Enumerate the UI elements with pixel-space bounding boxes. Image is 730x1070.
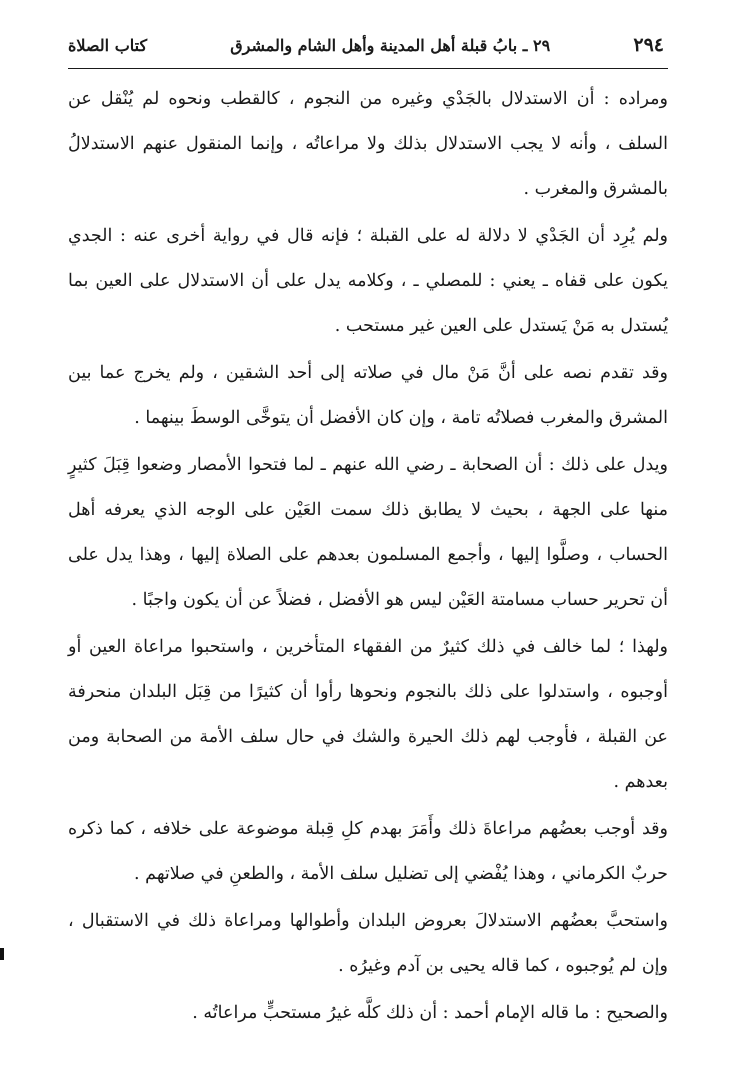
paragraph: ولهذا ؛ لما خالف في ذلك كثيرٌ من الفقهاء المتأخرين ، واستحبوا مراعاة العين أو أوجبوه ، واستدلوا على ذلك بالنجوم ونحوها رأوا أن كثيرًا من قِبَل البلدان منحرفة عن القبلة ، فأوجب لهم ذلك الحيرة والشك في حال سلف الأمة من الصحابة ومن بعدهم . bbox=[68, 637, 668, 792]
paragraph: واستحبَّ بعضُهم الاستدلالَ بعروض البلدان وأطوالها ومراعاة ذلك في الاستقبال ، وإن لم يُوجبوه ، كما قاله يحيى بن آدم وغيرُه . bbox=[68, 911, 668, 976]
chapter-title: ٢٩ ـ بابُ قبلة أهل المدينة وأهل الشام والمشرق bbox=[230, 36, 551, 55]
book-title: كتاب الصلاة bbox=[68, 36, 148, 55]
page-number: ٢٩٤ bbox=[633, 34, 664, 56]
scan-edge-mark bbox=[0, 948, 4, 960]
book-page bbox=[68, 34, 668, 1036]
paragraph: ويدل على ذلك : أن الصحابة ـ رضي الله عنهم ـ لما فتحوا الأمصار وضعوا قِبَلَ كثيرٍ منها على الجهة ، بحيث لا يطابق ذلك سمت العَيْن على الوجه الذي يعرفه أهل الحساب ، وصلَّوا إليها ، وأجمع المسلمون بعدهم على الصلاة إليها ، وهذا يدل على أن تحرير حساب مسامتة العَيْن ليس هو الأفضل ، فضلاً عن أن يكون واجبًا . bbox=[68, 455, 668, 610]
paragraph: والصحيح : ما قاله الإمام أحمد : أن ذلك كلَّه غيرُ مستحبٍّ مراعاتُه . bbox=[192, 1003, 668, 1023]
paragraph: ولم يُرِد أن الجَدْي لا دلالة له على القبلة ؛ فإنه قال في رواية أخرى عنه : الجدي يكون على قفاه ـ يعني : للمصلي ـ ، وكلامه يدل على أن الاستدلال على العين بما يُستدل به مَنْ يَستدل على العين غير مستحب . bbox=[68, 226, 668, 336]
paragraph: وقد أوجب بعضُهم مراعاةَ ذلك وأَمَرَ بهدم كلِ قِبلة موضوعة على خلافه ، كما ذكره حربٌ الكرماني ، وهذا يُفْضي إلى تضليل سلف الأمة ، والطعنِ في صلاتهم . bbox=[68, 819, 668, 884]
header-divider bbox=[68, 68, 668, 69]
running-header bbox=[68, 34, 668, 68]
paragraph: وقد تقدم نصه على أنَّ مَنْ مال في صلاته إلى أحد الشقين ، ولم يخرج عما بين المشرق والمغرب فصلاتُه تامة ، وإن كان الأفضل أن يتوخَّى الوسطَ بينهما . bbox=[68, 363, 668, 428]
text-body bbox=[68, 77, 668, 1036]
paragraph: ومراده : أن الاستدلال بالجَدْي وغيره من النجوم ، كالقطب ونحوه لم يُنْقل عن السلف ، وأنه لا يجب الاستدلال بذلك ولا مراعاتُه ، وإنما المنقول عنهم الاستدلالُ بالمشرق والمغرب . bbox=[68, 89, 668, 199]
